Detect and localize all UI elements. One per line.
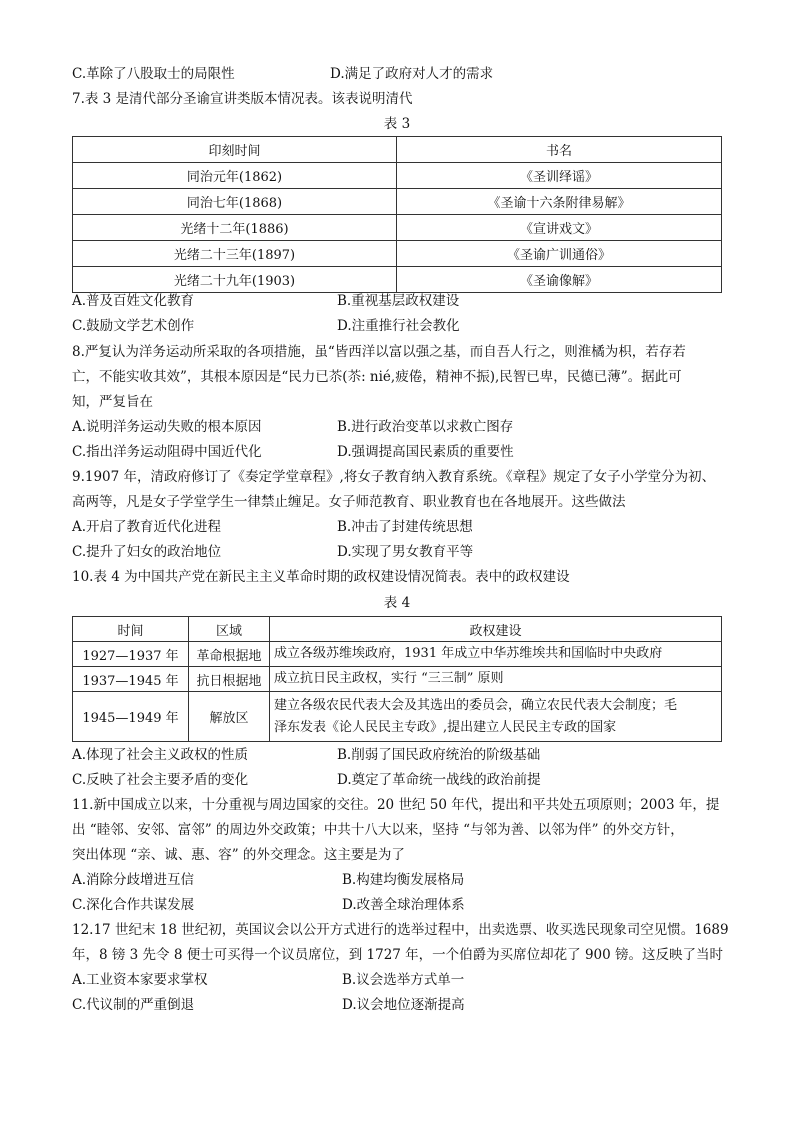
q7-option-b: B.重视基层政权建设 xyxy=(337,293,460,309)
table-cell: 《圣训绎谣》 xyxy=(397,163,722,189)
q9-option-d: D.实现了男女教育平等 xyxy=(337,544,474,560)
q9-text-line: 9.1907 年，清政府修订了《奏定学堂章程》,将女子教育纳入教育系统。《章程》规定了女子小学堂分为初、 xyxy=(72,469,716,485)
q11-option-d: D.改善全球治理体系 xyxy=(342,897,465,913)
table4-caption: 表 4 xyxy=(383,595,411,611)
q8-text-line: 8.严复认为洋务运动所采取的各项措施，虽“皆西洋以富以强之基，而自吾人行之，则淮橘为枳，若存若 xyxy=(72,344,686,360)
q10-option-a: A.体现了社会主义政权的性质 xyxy=(72,747,249,763)
q8-text-line: 知，严复旨在 xyxy=(72,394,153,410)
table-row xyxy=(73,215,722,241)
q11-option-b: B.构建均衡发展格局 xyxy=(342,872,465,888)
q10-option-b: B.削弱了国民政府统治的阶级基础 xyxy=(337,747,541,763)
table-cell: 1945—1949 年 xyxy=(73,692,189,742)
table-header: 印刻时间 xyxy=(73,137,397,163)
q10-option-c: C.反映了社会主要矛盾的变化 xyxy=(72,772,249,788)
q12-option-d: D.议会地位逐渐提高 xyxy=(342,997,465,1013)
q9-option-a: A.开启了教育近代化进程 xyxy=(72,519,222,535)
q9-option-b: B.冲击了封建传统思想 xyxy=(337,519,473,535)
table-cell: 成立抗日民主政权，实行 “三三制” 原则 xyxy=(270,667,722,692)
table-cell: 《圣谕十六条附律易解》 xyxy=(397,189,722,215)
table-cell xyxy=(270,692,722,742)
q12-text-line: 年，8 镑 3 先令 8 便士可买得一个议员席位，到 1727 年，一个伯爵为买席位却花了 900 镑。这反映了当时 xyxy=(72,947,724,963)
table-cell-line: 建立各级农民代表大会及其选出的委员会，确立农民代表大会制度；毛 xyxy=(274,697,678,713)
table3 xyxy=(72,136,722,293)
table-row xyxy=(73,267,722,293)
q6-option-d: D.满足了政府对人才的需求 xyxy=(330,66,494,82)
table-cell: 《圣谕像解》 xyxy=(397,267,722,293)
table-header: 时间 xyxy=(73,617,189,642)
table-cell: 解放区 xyxy=(189,692,270,742)
q8-option-c: C.指出洋务运动阻碍中国近代化 xyxy=(72,444,262,460)
table-cell: 1937—1945 年 xyxy=(73,667,189,692)
table-header: 书名 xyxy=(397,137,722,163)
q7-option-a: A.普及百姓文化教育 xyxy=(72,293,195,309)
table-cell: 光绪二十三年(1897) xyxy=(73,241,397,267)
q11-option-c: C.深化合作共谋发展 xyxy=(72,897,195,913)
q12-option-c: C.代议制的严重倒退 xyxy=(72,997,195,1013)
table-row xyxy=(73,163,722,189)
table-cell: 1927—1937 年 xyxy=(73,642,189,667)
q8-text-line: 亡，不能实收其效”，其根本原因是“民力已苶(苶: nié,疲倦，精神不振),民智已卑，民德已薄”。据此可 xyxy=(72,369,682,385)
q7-stem: 7.表 3 是清代部分圣谕宣讲类版本情况表。该表说明清代 xyxy=(72,91,413,107)
q11-text-line: 11.新中国成立以来，十分重视与周边国家的交往。20 世纪 50 年代，提出和平共处五项原则；2003 年，提 xyxy=(72,797,720,813)
q10-stem: 10.表 4 为中国共产党在新民主主义革命时期的政权建设情况简表。表中的政权建设 xyxy=(72,569,570,585)
table-row xyxy=(73,692,722,742)
q11-text-line: 出 “睦邻、安邻、富邻” 的周边外交政策；中共十八大以来，坚持 “与邻为善、以邻为伴” 的外交方针， xyxy=(72,822,684,838)
table-cell: 《圣谕广训通俗》 xyxy=(397,241,722,267)
table-row xyxy=(73,189,722,215)
q7-option-c: C.鼓励文学艺术创作 xyxy=(72,318,195,334)
table-cell: 抗日根据地 xyxy=(189,667,270,692)
q8-option-d: D.强调提高国民素质的重要性 xyxy=(337,444,514,460)
table-row xyxy=(73,667,722,692)
q11-option-a: A.消除分歧增进互信 xyxy=(72,872,195,888)
table-header-row xyxy=(73,137,722,163)
table-header-row xyxy=(73,617,722,642)
table-cell: 革命根据地 xyxy=(189,642,270,667)
table-cell: 光绪十二年(1886) xyxy=(73,215,397,241)
q9-option-c: C.提升了妇女的政治地位 xyxy=(72,544,222,560)
table-cell: 同治七年(1868) xyxy=(73,189,397,215)
table-row xyxy=(73,642,722,667)
q8-option-a: A.说明洋务运动失败的根本原因 xyxy=(72,419,262,435)
q12-option-b: B.议会选举方式单一 xyxy=(342,972,465,988)
q12-option-a: A.工业资本家要求掌权 xyxy=(72,972,208,988)
q11-text-line: 突出体现 “亲、诚、惠、容” 的外交理念。这主要是为了 xyxy=(72,847,405,863)
table3-caption: 表 3 xyxy=(383,116,411,132)
table-row xyxy=(73,241,722,267)
table-cell: 同治元年(1862) xyxy=(73,163,397,189)
table-cell: 光绪二十九年(1903) xyxy=(73,267,397,293)
table4 xyxy=(72,616,722,742)
q6-option-c: C.革除了八股取士的局限性 xyxy=(72,66,235,82)
q9-text-line: 高两等，凡是女子学堂学生一律禁止缠足。女子师范教育、职业教育也在各地展开。这些做法 xyxy=(72,494,626,510)
q8-option-b: B.进行政治变革以求救亡图存 xyxy=(337,419,514,435)
q12-text-line: 12.17 世纪末 18 世纪初，英国议会以公开方式进行的选举过程中，出卖选票、收买选民现象司空见惯。1689 xyxy=(72,922,729,938)
table-header: 区域 xyxy=(189,617,270,642)
table-cell: 成立各级苏维埃政府，1931 年成立中华苏维埃共和国临时中央政府 xyxy=(270,642,722,667)
table-cell: 《宣讲戏文》 xyxy=(397,215,722,241)
table-header: 政权建设 xyxy=(270,617,722,642)
table-cell-line: 泽东发表《论人民民主专政》,提出建立人民民主专政的国家 xyxy=(274,719,617,735)
q7-option-d: D.注重推行社会教化 xyxy=(337,318,460,334)
q10-option-d: D.奠定了革命统一战线的政治前提 xyxy=(337,772,541,788)
